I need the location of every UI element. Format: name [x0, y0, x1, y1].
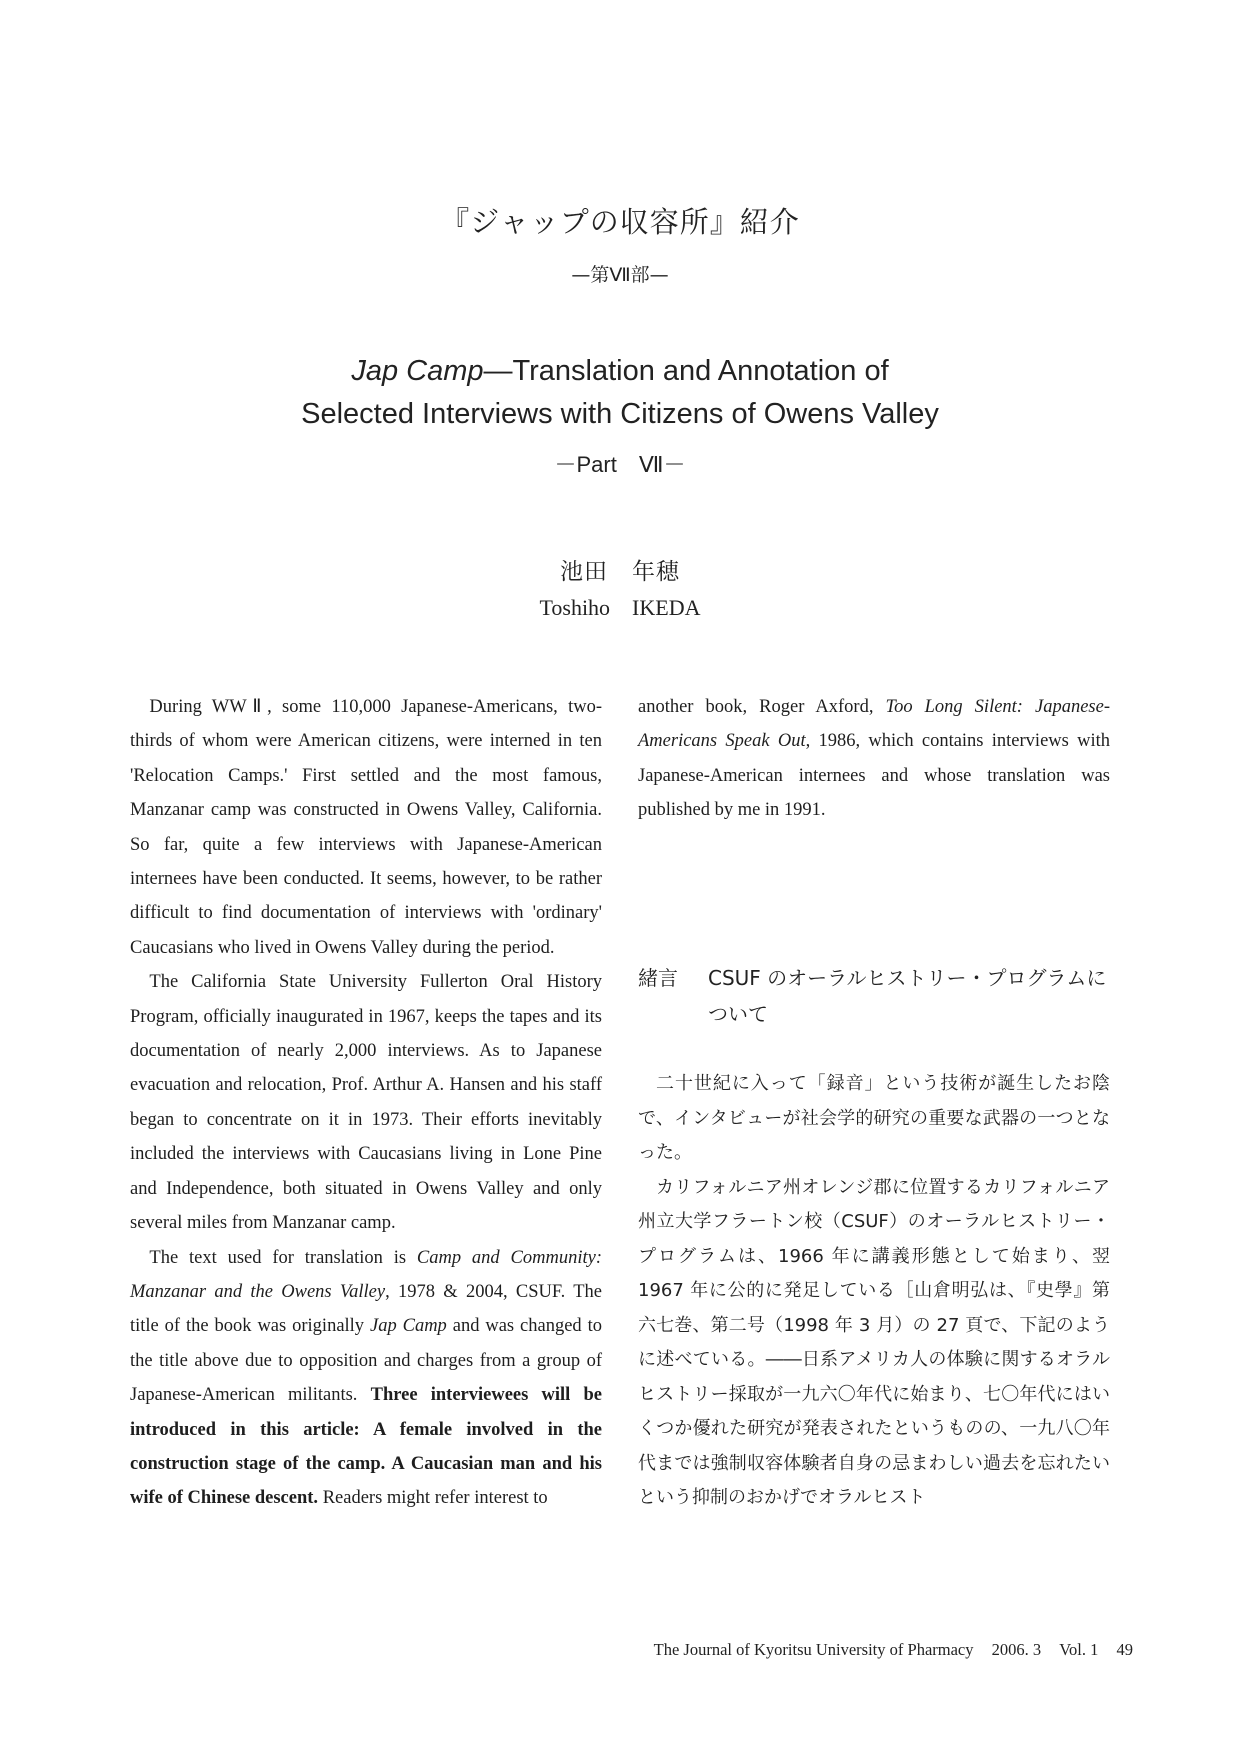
page-footer [0, 1640, 1133, 1660]
japanese-part-label: —第Ⅶ部— [571, 264, 669, 286]
english-title-line2: Selected Interviews with Citizens of Owens Valley [301, 398, 939, 430]
footer-volume: Vol. 1 [1059, 1640, 1099, 1659]
footer-date: 2006. 3 [991, 1640, 1042, 1659]
abstract-p3-text-c: and was changed to the title above due to opposition and charges from a group of Japanese-American militants. [130, 1316, 602, 1406]
author-name-japanese: 池田 年穂 [560, 559, 680, 585]
abstract-p3-related-book-continued: Too Long Silent: Japanese-Americans Speak Out [638, 697, 1110, 752]
abstract-p3-book-title: Camp and Community: Manzanar and the Owens Valley [130, 1247, 602, 1302]
section-number: 緒言 [638, 966, 678, 990]
footer-page-number: 49 [1116, 1640, 1133, 1659]
abstract-p3-original-title: Jap Camp [369, 1316, 447, 1337]
abstract-p3-text-d-continued: another book, Roger Axford, [638, 697, 886, 717]
abstract-paragraph-2: The California State University Fullerton Oral History Program, officially inaugurated in 1967, keeps the tapes and its documentation of nearly 2,000 interviews. As to Japanese evacuation and relocation, Prof. Arthur A. Hansen and his staff began to concentrate on it in 1973. Their efforts inevitably included the interviews with Caucasians living in Lone Pine and Independence, both situated in Owens Valley and only several miles from Manzanar camp. [130, 972, 602, 1234]
abstract-p3-text-d: Readers might refer interest to [318, 1488, 548, 1509]
english-title-rest: —Translation and Annotation of [483, 355, 889, 387]
abstract-left-column [130, 690, 602, 1516]
abstract-p3-bold-summary: Three interviewees will be introduced in this article: A female involved in the construction stage of the camp. A Caucasian man and his wife of Chinese descent. [130, 1385, 602, 1509]
abstract-paragraph-3 [130, 1241, 602, 1516]
abstract-paragraph-1: During WWⅡ, some 110,000 Japanese-Americans, two-thirds of whom were American citizens, were interned in ten 'Relocation Camps.' First settled and the most famous, Manzanar camp was constructed in Owens Valley, California. So far, quite a few interviews with Japanese-American internees have been conducted. It seems, however, to be rather difficult to find documentation of interviews with 'ordinary' Caucasians who lived in Owens Valley during the period. [130, 697, 602, 958]
japanese-body [638, 1067, 1110, 1516]
footer-journal-name: The Journal of Kyoritsu University of Pharmacy [653, 1640, 974, 1659]
english-part-label: －Part Ⅶ－ [554, 452, 686, 477]
abstract-right-column [638, 690, 1110, 828]
japanese-paragraph-2: カリフォルニア州オレンジ郡に位置するカリフォルニア州立大学フラートン校（CSUF）のオーラルヒストリー・プログラムは、1966 年に講義形態として始まり、翌 1967 年に公的に発足している［山倉明弘は、『史學』第六七巻、第二号（1998 年 3 月）の 27 頁で、下記のように述べている。――日系アメリカ人の体験に関するオラルヒストリー採取が一九六〇年代に始まり、七〇年代にはいくつか優れた研究が発表されたというものの、一九八〇年代までは強制収容体験者自身の忌まわしい過去を忘れたいという抑制のおかげでオラルヒスト [638, 1176, 1110, 1508]
author-name-english: Toshiho IKEDA [539, 595, 701, 620]
section-heading [638, 960, 1110, 1032]
abstract-paragraph-3-continued [638, 690, 1110, 828]
abstract-p3-text-a: The text used for translation is [149, 1247, 417, 1268]
abstract-p3-text-b: , 1978 & 2004, CSUF. The title of the book was originally [130, 1281, 602, 1337]
abstract-p3-text-e-continued: , 1986, which contains interviews with Japanese-American internees and whose translation was published by me in 1991. [638, 731, 1110, 821]
english-title [0, 350, 1240, 436]
english-title-italic: Jap Camp [351, 355, 484, 387]
japanese-paragraph-1: 二十世紀に入って「録音」という技術が誕生したお陰で、インタビューが社会学的研究の重要な武器の一つとなった。 [638, 1073, 1110, 1163]
japanese-title: 『ジャップの収容所』紹介 [440, 205, 800, 239]
section-title: CSUF のオーラルヒストリー・プログラムについて [708, 966, 1107, 1026]
